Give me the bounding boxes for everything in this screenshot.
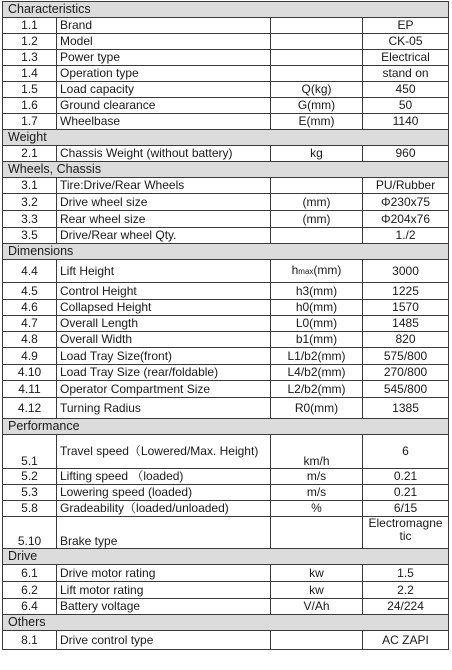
spec-value: 575/800 xyxy=(363,348,449,365)
spec-row xyxy=(3,228,449,244)
spec-value: Electrical xyxy=(363,50,449,66)
spec-row xyxy=(3,398,449,419)
spec-number: 6.2 xyxy=(3,582,57,599)
spec-value: 1570 xyxy=(363,300,449,316)
spec-name: Ground clearance xyxy=(57,98,271,114)
spec-row xyxy=(3,565,449,582)
spec-name: Lifting speed （loaded) xyxy=(57,469,271,485)
spec-name: Brand xyxy=(57,18,271,34)
spec-number: 4.11 xyxy=(3,381,57,398)
spec-unit: m/s xyxy=(271,469,363,485)
spec-value: PU/Rubber xyxy=(363,178,449,194)
spec-number: 4.8 xyxy=(3,332,57,348)
unit-subscript: max xyxy=(298,267,314,276)
section-title: Drive xyxy=(3,549,449,565)
spec-name: Turning Radius xyxy=(57,398,271,419)
spec-number: 1.6 xyxy=(3,98,57,114)
spec-row xyxy=(3,194,449,211)
spec-unit: kg xyxy=(271,146,363,162)
spec-unit: L4/b2(mm) xyxy=(271,365,363,381)
spec-number: 5.3 xyxy=(3,485,57,501)
spec-name: Drive motor rating xyxy=(57,565,271,582)
spec-value: 1.5 xyxy=(363,565,449,582)
spec-number: 8.1 xyxy=(3,631,57,650)
spec-row xyxy=(3,114,449,130)
spec-number: 1.2 xyxy=(3,34,57,50)
section-header xyxy=(3,162,449,178)
spec-name: Travel speed（Lowered/Max. Height) xyxy=(57,435,271,469)
spec-unit xyxy=(271,66,363,82)
spec-row xyxy=(3,34,449,50)
spec-value: 1225 xyxy=(363,283,449,300)
spec-unit: E(mm) xyxy=(271,114,363,130)
spec-number: 4.5 xyxy=(3,283,57,300)
spec-value: CK-05 xyxy=(363,34,449,50)
spec-value: 270/800 xyxy=(363,365,449,381)
spec-value: 0.21 xyxy=(363,485,449,501)
spec-unit xyxy=(271,178,363,194)
spec-row xyxy=(3,66,449,82)
spec-value: Φ204x76 xyxy=(363,211,449,228)
spec-number: 1.5 xyxy=(3,82,57,98)
spec-unit xyxy=(271,631,363,650)
spec-unit: b1(mm) xyxy=(271,332,363,348)
spec-value: 1385 xyxy=(363,398,449,419)
spec-name: Operation type xyxy=(57,66,271,82)
spec-value: 0.21 xyxy=(363,469,449,485)
spec-row xyxy=(3,211,449,228)
spec-value: 450 xyxy=(363,82,449,98)
spec-row xyxy=(3,146,449,162)
spec-row xyxy=(3,365,449,381)
spec-number: 5.8 xyxy=(3,501,57,517)
spec-number: 4.10 xyxy=(3,365,57,381)
value-line: tic xyxy=(399,529,412,543)
spec-unit: R0(mm) xyxy=(271,398,363,419)
spec-row xyxy=(3,283,449,300)
spec-unit: L0(mm) xyxy=(271,316,363,332)
spec-name: Chassis Weight (without battery) xyxy=(57,146,271,162)
spec-unit xyxy=(271,34,363,50)
spec-unit: Q(kg) xyxy=(271,82,363,98)
spec-name: Control Height xyxy=(57,283,271,300)
spec-value: 1485 xyxy=(363,316,449,332)
spec-unit: % xyxy=(271,501,363,517)
spec-row xyxy=(3,485,449,501)
spec-name: Overall Length xyxy=(57,316,271,332)
spec-number: 6.4 xyxy=(3,599,57,615)
spec-value xyxy=(363,517,449,549)
spec-name: Load Tray Size(front) xyxy=(57,348,271,365)
spec-number: 4.9 xyxy=(3,348,57,365)
spec-number: 2.1 xyxy=(3,146,57,162)
section-title: Wheels, Chassis xyxy=(3,162,449,178)
section-title: Characteristics xyxy=(3,2,449,18)
spec-name: Drive/Rear wheel Qty. xyxy=(57,228,271,244)
spec-value: 960 xyxy=(363,146,449,162)
spec-row xyxy=(3,348,449,365)
spec-name: Load capacity xyxy=(57,82,271,98)
spec-number: 3.1 xyxy=(3,178,57,194)
spec-row xyxy=(3,260,449,283)
spec-table-body xyxy=(3,2,449,650)
spec-unit: m/s xyxy=(271,485,363,501)
spec-row xyxy=(3,178,449,194)
spec-row xyxy=(3,300,449,316)
spec-number: 5.1 xyxy=(3,435,57,469)
spec-unit: h0(mm) xyxy=(271,300,363,316)
spec-value: 2.2 xyxy=(363,582,449,599)
section-title: Others xyxy=(3,615,449,631)
spec-row xyxy=(3,469,449,485)
spec-row xyxy=(3,98,449,114)
spec-value: 1./2 xyxy=(363,228,449,244)
unit-tail: (mm) xyxy=(313,263,342,277)
spec-row xyxy=(3,82,449,98)
spec-unit: G(mm) xyxy=(271,98,363,114)
section-header xyxy=(3,549,449,565)
spec-name: Wheelbase xyxy=(57,114,271,130)
spec-row xyxy=(3,582,449,599)
spec-unit: kw xyxy=(271,565,363,582)
spec-number: 1.1 xyxy=(3,18,57,34)
spec-value: 50 xyxy=(363,98,449,114)
spec-unit xyxy=(271,517,363,549)
spec-name: Drive control type xyxy=(57,631,271,650)
spec-value: 1140 xyxy=(363,114,449,130)
section-title: Weight xyxy=(3,130,449,146)
section-header xyxy=(3,2,449,18)
section-title: Performance xyxy=(3,419,449,435)
spec-unit: (mm) xyxy=(271,211,363,228)
spec-unit xyxy=(271,228,363,244)
spec-row xyxy=(3,50,449,66)
spec-name: Rear wheel size xyxy=(57,211,271,228)
spec-row xyxy=(3,599,449,615)
spec-unit: h3(mm) xyxy=(271,283,363,300)
spec-row xyxy=(3,332,449,348)
spec-number: 5.2 xyxy=(3,469,57,485)
spec-number: 1.4 xyxy=(3,66,57,82)
spec-number: 4.12 xyxy=(3,398,57,419)
spec-row xyxy=(3,631,449,650)
spec-value: AC ZAPI xyxy=(363,631,449,650)
section-header xyxy=(3,130,449,146)
spec-unit: L2/b2(mm) xyxy=(271,381,363,398)
spec-unit: L1/b2(mm) xyxy=(271,348,363,365)
spec-value: EP xyxy=(363,18,449,34)
spec-number: 4.7 xyxy=(3,316,57,332)
spec-value: 820 xyxy=(363,332,449,348)
spec-number: 5.10 xyxy=(3,517,57,549)
spec-unit xyxy=(271,260,363,283)
spec-number: 6.1 xyxy=(3,565,57,582)
spec-name: Drive wheel size xyxy=(57,194,271,211)
spec-value: stand on xyxy=(363,66,449,82)
spec-unit: kw xyxy=(271,582,363,599)
section-header xyxy=(3,615,449,631)
spec-row xyxy=(3,316,449,332)
spec-name: Load Tray Size (rear/foldable) xyxy=(57,365,271,381)
section-title: Dimensions xyxy=(3,244,449,260)
value-line: Electromagne xyxy=(368,516,443,530)
spec-value: 545/800 xyxy=(363,381,449,398)
spec-name: Power type xyxy=(57,50,271,66)
spec-row xyxy=(3,18,449,34)
spec-number: 3.5 xyxy=(3,228,57,244)
spec-value: 24/224 xyxy=(363,599,449,615)
spec-table xyxy=(2,1,449,650)
spec-unit: (mm) xyxy=(271,194,363,211)
spec-name: Battery voltage xyxy=(57,599,271,615)
spec-number: 4.4 xyxy=(3,260,57,283)
spec-name: Lift Height xyxy=(57,260,271,283)
spec-name: Overall Width xyxy=(57,332,271,348)
spec-name: Lift motor rating xyxy=(57,582,271,599)
spec-row xyxy=(3,381,449,398)
spec-row xyxy=(3,435,449,469)
spec-value: 6 xyxy=(363,435,449,469)
spec-number: 1.3 xyxy=(3,50,57,66)
spec-name: Lowering speed (loaded) xyxy=(57,485,271,501)
spec-number: 3.3 xyxy=(3,211,57,228)
spec-row xyxy=(3,517,449,549)
unit-main: h xyxy=(291,263,299,277)
spec-name: Gradeability（loaded/unloaded) xyxy=(57,501,271,517)
spec-unit xyxy=(271,18,363,34)
spec-name: Brake type xyxy=(57,517,271,549)
spec-unit: km/h xyxy=(271,435,363,469)
spec-unit: V/Ah xyxy=(271,599,363,615)
spec-name: Tire:Drive/Rear Wheels xyxy=(57,178,271,194)
spec-name: Collapsed Height xyxy=(57,300,271,316)
spec-name: Model xyxy=(57,34,271,50)
section-header xyxy=(3,419,449,435)
spec-value: 6/15 xyxy=(363,501,449,517)
spec-unit xyxy=(271,50,363,66)
section-header xyxy=(3,244,449,260)
spec-value: 3000 xyxy=(363,260,449,283)
spec-row xyxy=(3,501,449,517)
spec-name: Operator Compartment Size xyxy=(57,381,271,398)
spec-number: 3.2 xyxy=(3,194,57,211)
spec-number: 1.7 xyxy=(3,114,57,130)
spec-number: 4.6 xyxy=(3,300,57,316)
spec-value: Φ230x75 xyxy=(363,194,449,211)
